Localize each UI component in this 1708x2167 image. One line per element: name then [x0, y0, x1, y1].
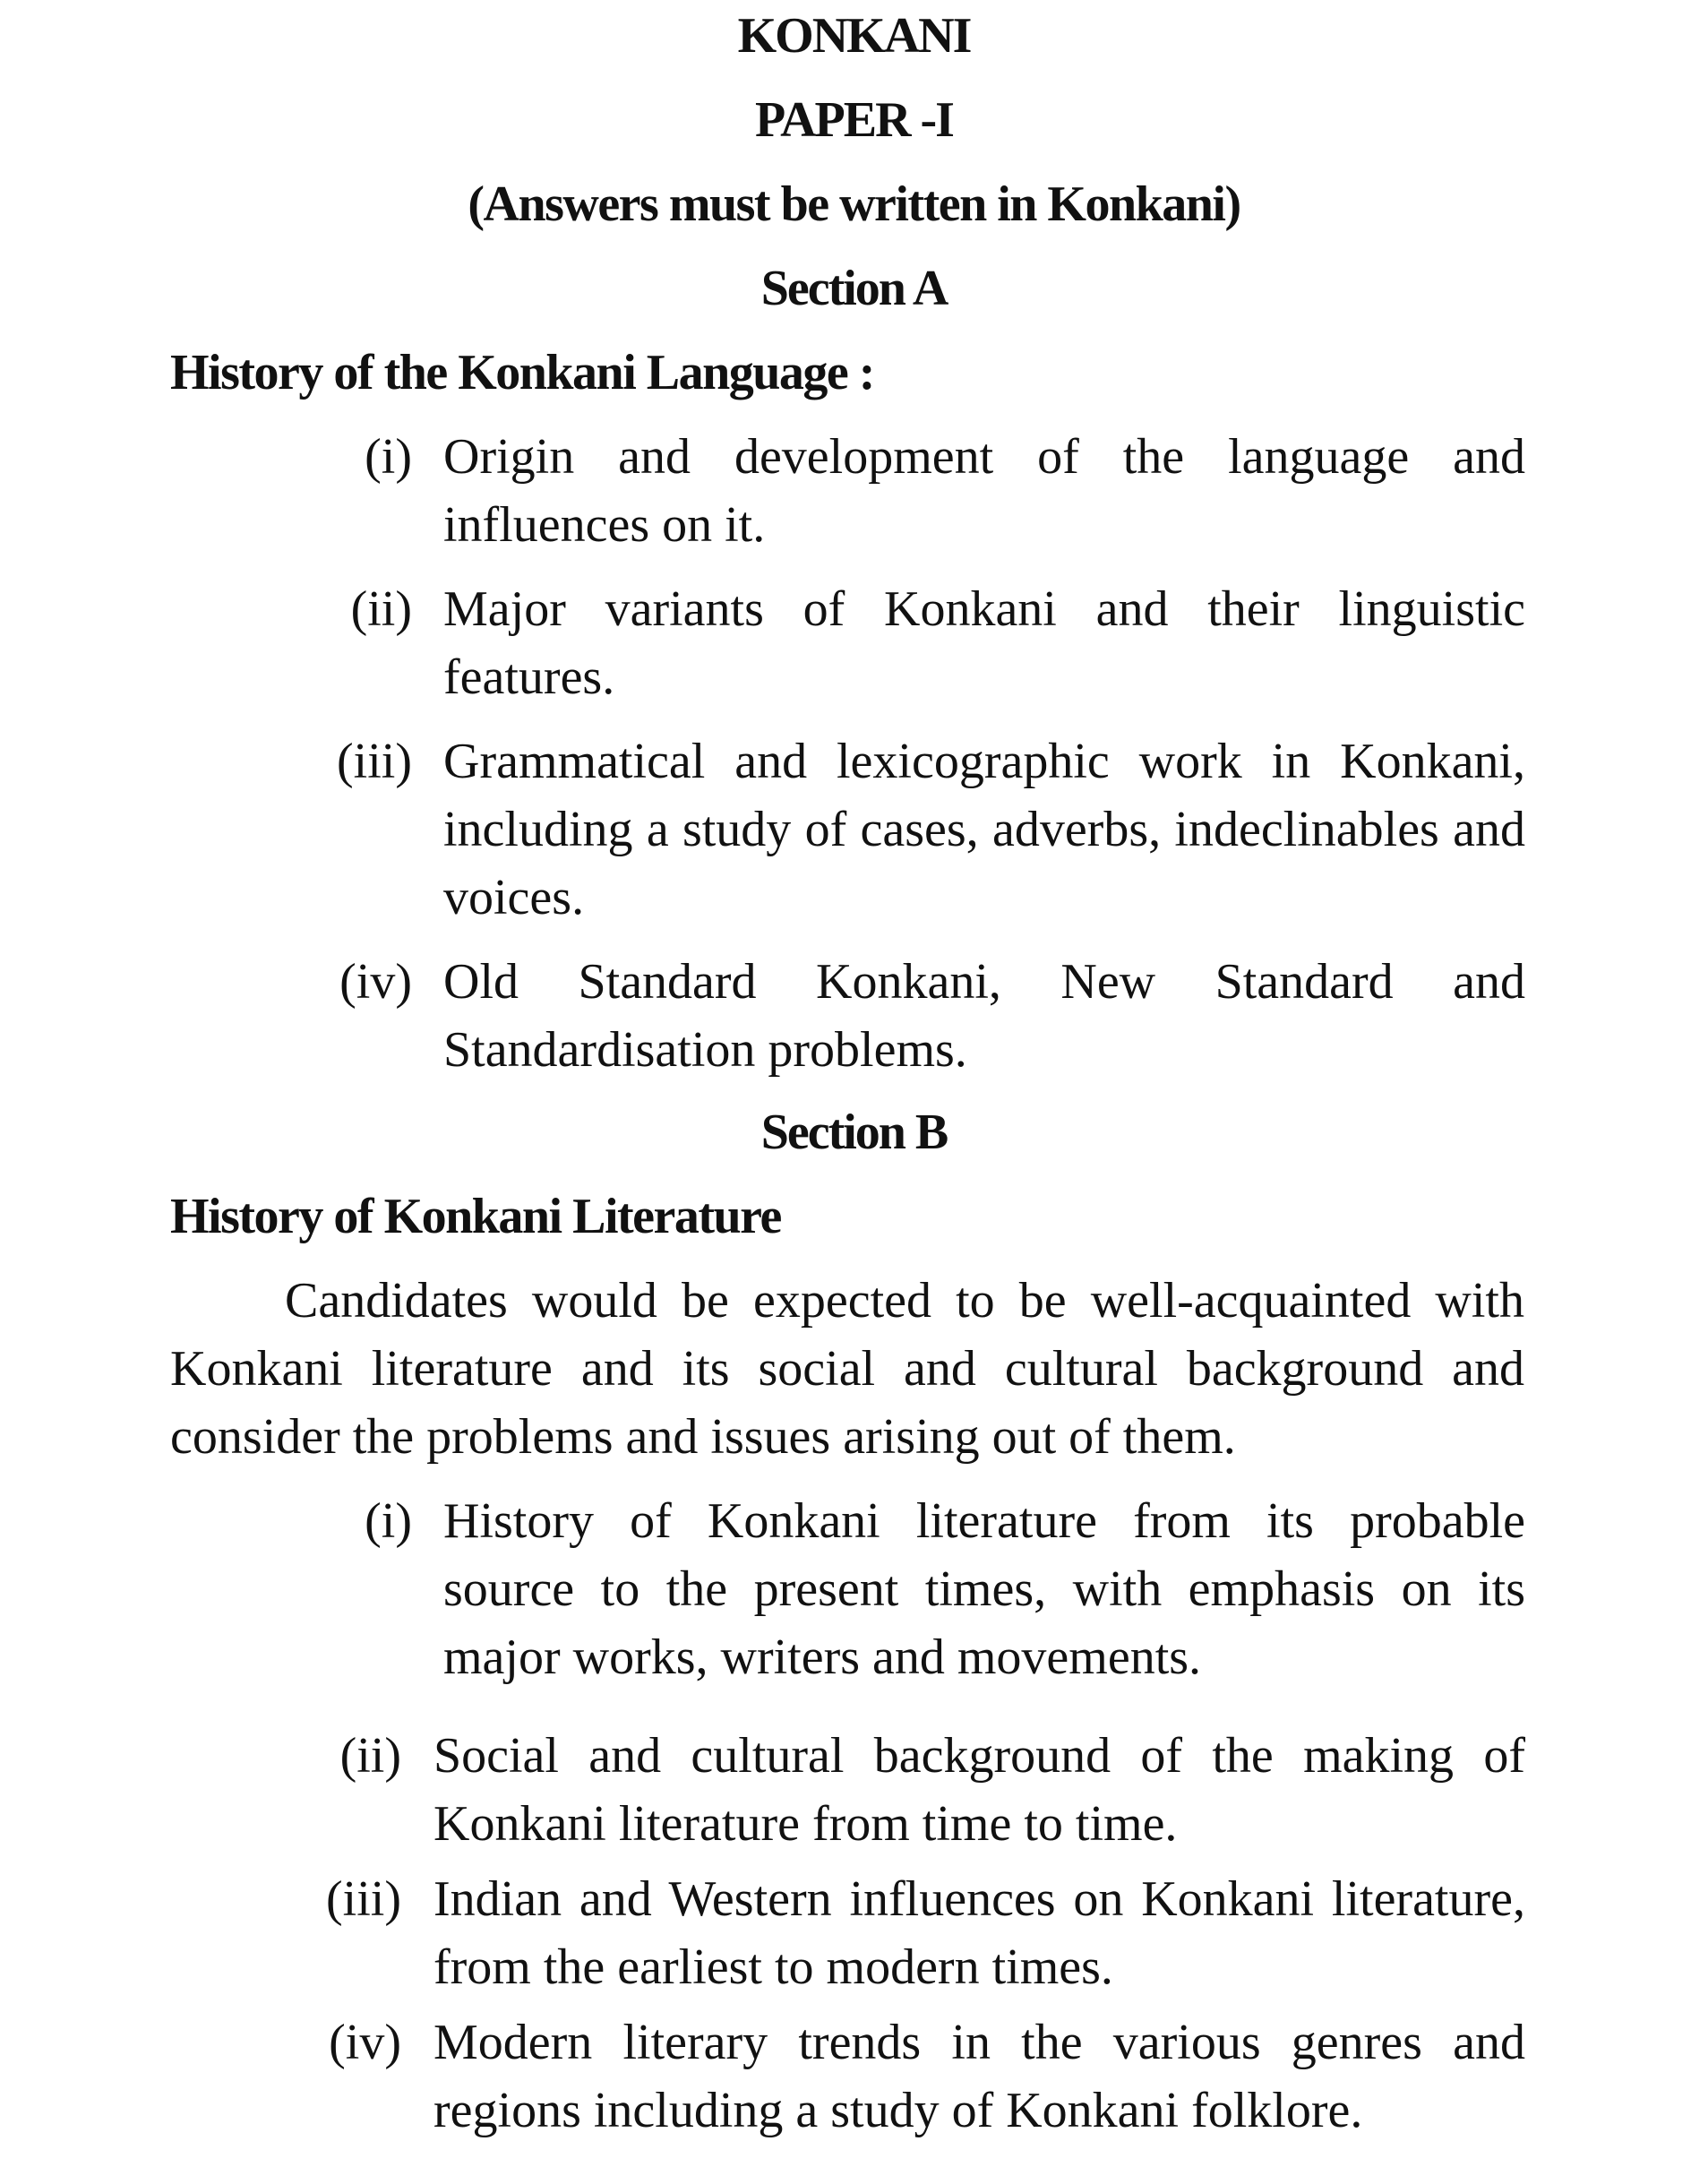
item-text: Origin and development of the language and influences on it.: [443, 429, 1525, 553]
item-text: Indian and Western influences on Konkani literature, from the earliest to modern times.: [433, 1871, 1525, 1995]
item-text: Social and cultural background of the making of Konkani literature from time to time.: [433, 1728, 1525, 1852]
item-text: Grammatical and lexicographic work in Konkani, including a study of cases, adverbs, indeclinables and voices.: [443, 734, 1525, 925]
instructions-note: (Answers must be written in Konkani): [468, 176, 1240, 232]
section-a-heading: Section A: [760, 261, 948, 316]
item-text: History of Konkani literature from its probable source to the present times, with emphasis on its major works, writers and movements.: [443, 1493, 1525, 1685]
section-b-paragraph: Candidates would be expected to be well-acquainted with Konkani literature and its social and cultural background and consider the problems and issues arising out of them.: [170, 1273, 1524, 1465]
item-number: (ii): [339, 1728, 401, 1784]
paper-label: PAPER -I: [755, 92, 953, 148]
item-text: Old Standard Konkani, New Standard and Standardisation problems.: [443, 954, 1525, 1078]
item-number: (iii): [337, 734, 412, 789]
item-number: (iv): [339, 954, 412, 1010]
item-number: (iii): [326, 1871, 401, 1927]
section-b-subheading: History of Konkani Literature: [170, 1189, 781, 1244]
item-number: (iv): [329, 2015, 401, 2070]
item-text: Major variants of Konkani and their linguistic features.: [443, 581, 1525, 705]
item-number: (ii): [350, 581, 412, 637]
item-number: (i): [365, 429, 412, 485]
title: KONKANI: [737, 8, 971, 64]
item-number: (i): [365, 1493, 412, 1549]
section-b-heading: Section B: [760, 1105, 948, 1160]
item-text: Modern literary trends in the various genres and regions including a study of Konkani folklore.: [433, 2015, 1525, 2138]
section-a-subheading: History of the Konkani Language :: [170, 345, 874, 400]
